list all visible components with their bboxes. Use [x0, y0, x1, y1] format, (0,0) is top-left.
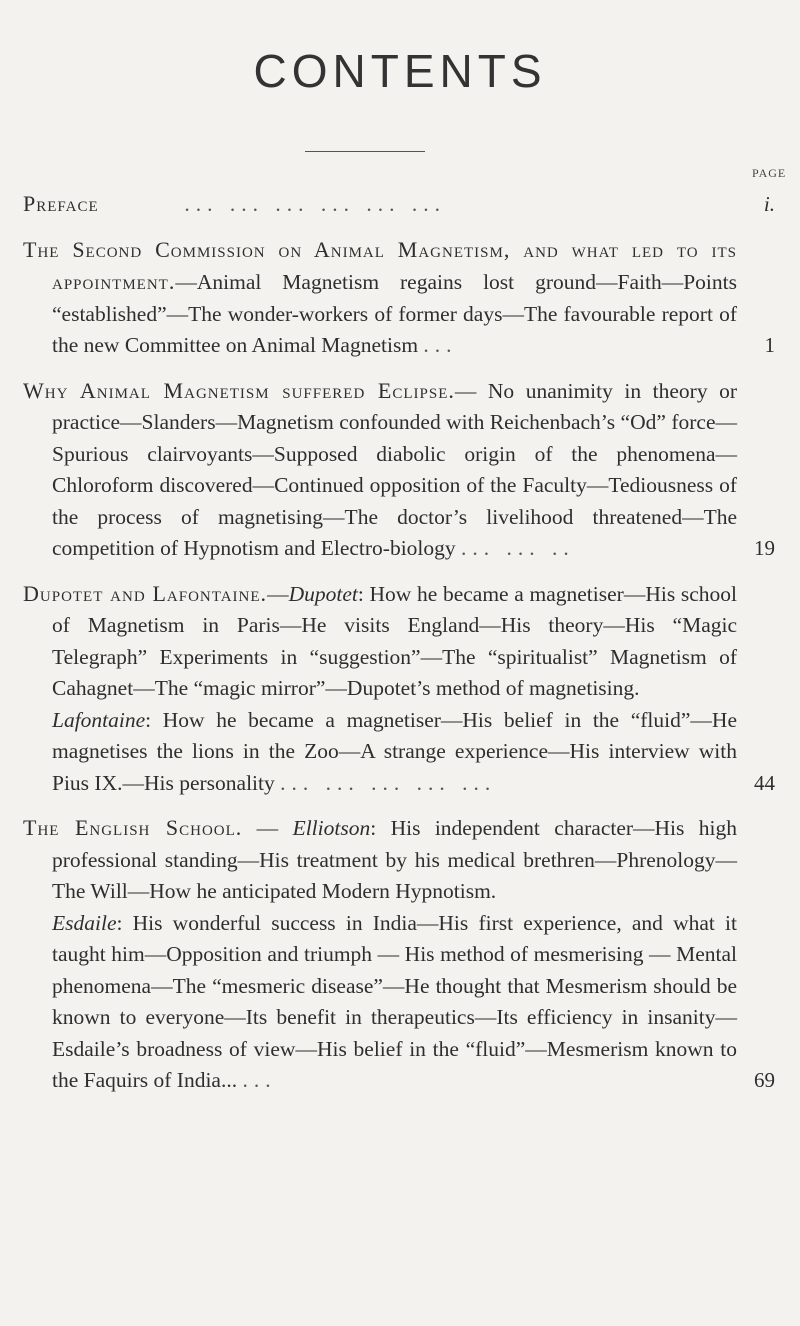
page-number: i. [763, 192, 775, 216]
page-number: 19 [754, 536, 775, 560]
page-number: 1 [764, 333, 775, 357]
toc-entry-eclipse[interactable] [23, 375, 775, 565]
leader-dots: ... ... ... ... ... [280, 770, 497, 795]
subsection-text: : His wonderful success in India—His first experience, and what it taught him—Opposition and triumph — His method of mesmerising — Mental phenomena—The “mesmeric disease”—He thought that Mesmerism should be known to everyone—Its benefit in therapeutics—Its efficiency in insanity—Esdaile’s broadness of view—His belief in the “fluid”—Mesmerism known to the Faquirs of India... [52, 910, 737, 1092]
entry-title: Preface [23, 191, 99, 216]
leader-dots: ... ... ... ... ... ... [184, 192, 447, 216]
entry-title: The English School. [23, 815, 243, 840]
toc-entry-second-commission[interactable] [23, 234, 775, 362]
subsection-text: : How he became a magnetiser—His school of Magnetism in Paris—He visits England—His theory—His “Magic Telegraph” Experiments in “suggestion”—The “spiritualist” Magnetism of Cahagnet—The “magic mirror”—Dupotet’s method of magnetising. [52, 581, 737, 700]
subsection-name: Esdaile [52, 910, 117, 935]
entry-text: — No unanimity in theory or practice—Slanders—Magnetism confounded with Reichenbach’s “Od” force—Spurious clairvoyants—Supposed diabolic origin of the phenomena—Chloroform discovered—Continued opposition of the Faculty—Tediousness of the process of magnetising—The doctor’s livelihood threatened—The competition of Hypnotism and Electro-biology [52, 378, 737, 560]
subsection-text: : His independent character—His high professional standing—His treatment by his medical brethren—Phrenology—The Will—How he anticipated Modern Hypnotism. [52, 816, 738, 903]
title-rule [305, 151, 425, 152]
subsection-name: Elliotson [292, 816, 371, 840]
toc-entry-preface[interactable] [23, 188, 775, 221]
entry-text: —Animal Magnetism regains lost ground—Faith—Points “established”—The wonder-workers of former days—The favourable report of the new Committee on Animal Magnetism [52, 270, 737, 357]
subsection-name: Dupotet [288, 581, 358, 606]
toc-entry-dupotet-lafontaine[interactable]: Dupotet and Lafontaine.—Dupotet: How he became a magnetiser—His school of Magnetism in Paris—He visits England—His theory—His “Magic Telegraph” Experiments in “suggestion”—The “spiritualist” Magnetism of Cahagnet—The “magic mirror”—Dupotet’s method of magnetising. Lafontaine: How he became a magnetiser—His belief in the “fluid”—He magnetises the lions in the Zoo—A strange experience—His interview with Pius IX.—His personality ... ... ... ... ... 44 [23, 578, 775, 800]
toc-entry-english-school[interactable]: The English School. — Elliotson: His independent character—His high professional standing—His treatment by his medical brethren—Phrenology—The Will—How he anticipated Modern Hypnotism. Esdaile: His wonderful success in India—His first experience, and what it taught him—Opposition and triumph — His method of mesmerising — Mental phenomena—The “mesmeric disease”—He thought that Mesmerism should be known to everyone—Its benefit in therapeutics—Its efficiency in insanity—Esdaile’s broadness of view—His belief in the “fluid”—Mesmerism known to the Faquirs of India... ... 69 [23, 812, 775, 1097]
table-of-contents [23, 180, 775, 1110]
leader-dots: ... [242, 1068, 277, 1092]
entry-title: The Second Commission on Animal Magnetism, and what led to its appointment. [23, 236, 737, 294]
page-title: CONTENTS [253, 45, 547, 97]
subsection-name: Lafontaine [52, 707, 146, 732]
page-column-label: PAGE [752, 166, 787, 180]
leader-dots: ... ... .. [461, 536, 575, 560]
entry-title: Why Animal Magnetism suffered Eclipse. [23, 377, 455, 403]
page-number: 44 [754, 770, 775, 795]
subsection-text: : How he became a magnetiser—His belief in the “fluid”—He magnetises the lions in the Zoo—A strange experience—His interview with Pius IX.—His personality [52, 707, 737, 795]
leader-dots: ... [423, 333, 458, 357]
entry-title: Dupotet and Lafontaine. [23, 580, 268, 606]
page-number: 69 [754, 1068, 775, 1092]
